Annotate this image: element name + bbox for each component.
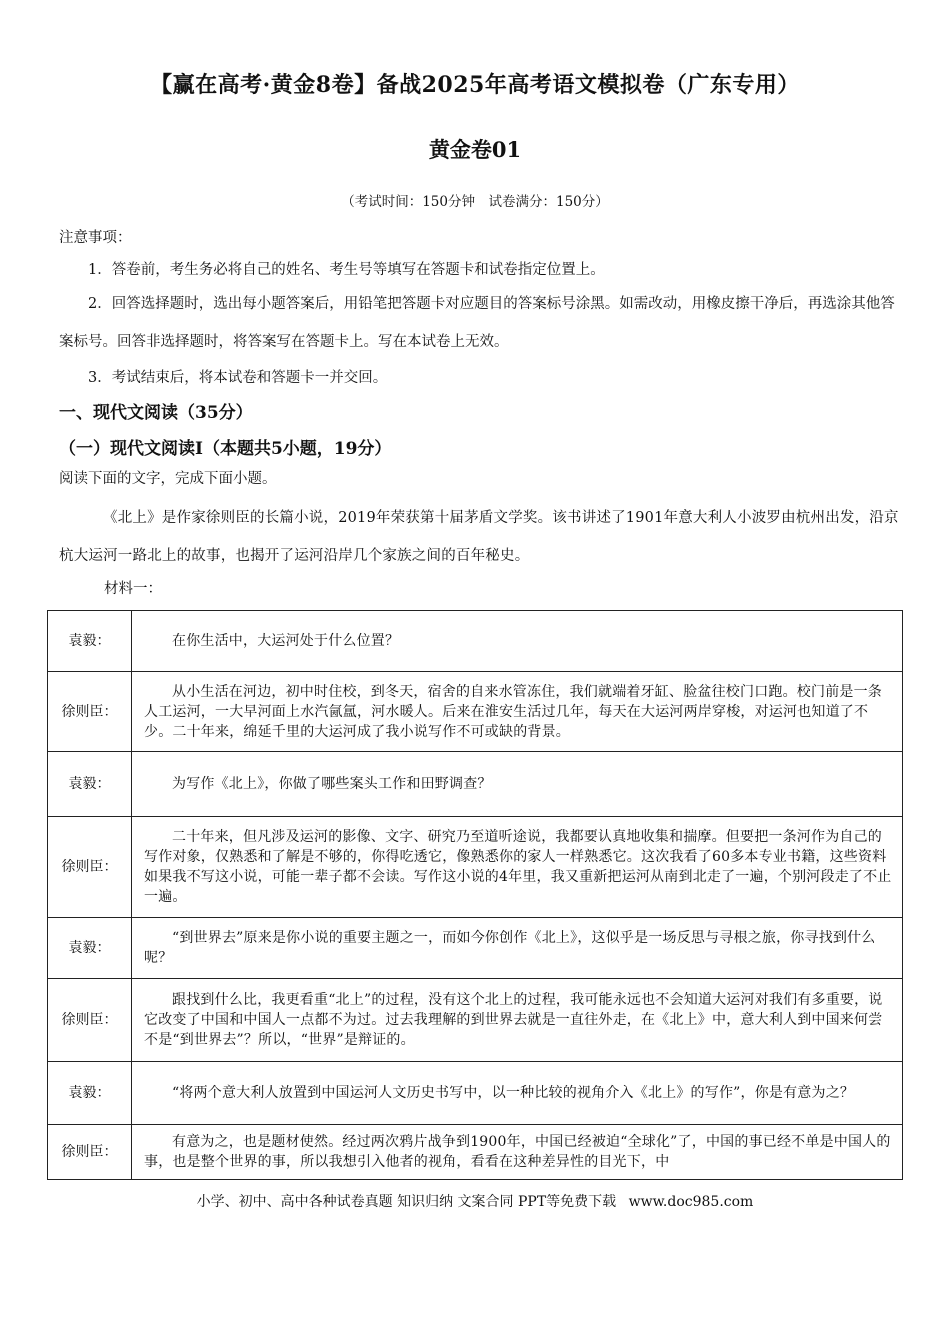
speaker-cell: 袁毅：: [48, 611, 132, 672]
notice-item-1: 1．答卷前，考生务必将自己的姓名、考生号等填写在答题卡和试卷指定位置上。: [88, 262, 605, 278]
reading-instruction: 阅读下面的文字，完成下面小题。: [59, 471, 277, 487]
document-title: 【赢在高考·黄金8卷】备战2025年高考语文模拟卷（广东专用）: [150, 72, 800, 98]
speaker-cell: 袁毅：: [48, 1062, 132, 1125]
dialogue-cell: “将两个意大利人放置到中国运河人文历史书写中，以一种比较的视角介入《北上》的写作”，你是有意为之？: [132, 1062, 903, 1125]
speaker-cell: 袁毅：: [48, 752, 132, 817]
page-footer: [0, 1191, 950, 1211]
dialogue-cell: “到世界去”原来是你小说的重要主题之一，而如今你创作《北上》，这似乎是一场反思与寻根之旅，你寻找到什么呢？: [132, 918, 903, 979]
speaker-cell: 徐则臣：: [48, 817, 132, 918]
speaker-cell: 徐则臣：: [48, 979, 132, 1062]
table-row: [48, 918, 903, 979]
table-row: [48, 611, 903, 672]
section-heading: 一、现代文阅读（35分）: [59, 403, 253, 423]
interview-table: [47, 610, 903, 1180]
footer-text: 小学、初中、高中各种试卷真题 知识归纳 文案合同 PPT等免费下载: [196, 1194, 617, 1210]
dialogue-cell: 从小生活在河边，初中时住校，到冬天，宿舍的自来水管冻住，我们就端着牙缸、脸盆往校门口跑。校门前是一条人工运河，一大早河面上水汽氤氲，河水暖人。后来在淮安生活过几年，每天在大运河两岸穿梭，对运河也知道了不少。二十年来，绵延千里的大运河成了我小说写作不可或缺的背景。: [132, 672, 903, 752]
table-row: [48, 672, 903, 752]
paper-subtitle: 黄金卷01: [428, 137, 522, 162]
table-row: [48, 1125, 903, 1180]
table-row: [48, 817, 903, 918]
speaker-cell: 袁毅：: [48, 918, 132, 979]
dialogue-cell: 二十年来，但凡涉及运河的影像、文字、研究乃至道听途说，我都要认真地收集和揣摩。但要把一条河作为自己的写作对象，仅熟悉和了解是不够的，你得吃透它，像熟悉你的家人一样熟悉它。这次我看了60多本专业书籍，这些资料如果我不写这小说，可能一辈子都不会读。写作这小说的4年里，我又重新把运河从南到北走了一遍，个别河段走了不止一遍。: [132, 817, 903, 918]
footer-link[interactable]: www.doc985.com: [628, 1194, 754, 1210]
speaker-cell: 徐则臣：: [48, 1125, 132, 1180]
dialogue-cell: 在你生活中，大运河处于什么位置？: [132, 611, 903, 672]
dialogue-cell: 为写作《北上》，你做了哪些案头工作和田野调查？: [132, 752, 903, 817]
table-row: [48, 979, 903, 1062]
notice-item-3: 3．考试结束后，将本试卷和答题卡一并交回。: [88, 370, 388, 386]
table-row: [48, 1062, 903, 1125]
exam-info: （考试时间：150分钟 试卷满分：150分）: [341, 194, 609, 210]
notice-item-2: 2．回答选择题时，选出每小题答案后，用铅笔把答题卡对应题目的答案标号涂黑。如需改动，用橡皮擦干净后，再选涂其他答案标号。回答非选择题时，将答案写在答题卡上。写在本试卷上无效。: [59, 296, 895, 350]
dialogue-cell: 跟找到什么比，我更看重“北上”的过程，没有这个北上的过程，我可能永远也不会知道大运河对我们有多重要，说它改变了中国和中国人一点都不为过。过去我理解的到世界去就是一直往外走，在《北上》中，意大利人到中国来何尝不是“到世界去”？所以，“世界”是辩证的。: [132, 979, 903, 1062]
dialogue-cell: 有意为之，也是题材使然。经过两次鸦片战争到1900年，中国已经被迫“全球化”了，中国的事已经不单是中国人的事，也是整个世界的事，所以我想引入他者的视角，看看在这种差异性的目光下，中: [132, 1125, 903, 1180]
table-row: [48, 752, 903, 817]
notice-heading: 注意事项：: [59, 230, 132, 246]
intro-paragraph: 《北上》是作家徐则臣的长篇小说，2019年荣获第十届茅盾文学奖。该书讲述了1901年意大利人小波罗由杭州出发，沿京杭大运河一路北上的故事，也揭开了运河沿岸几个家族之间的百年秘史。: [59, 510, 899, 564]
subsection-heading: （一）现代文阅读Ⅰ（本题共5小题，19分）: [59, 439, 392, 459]
material-label: 材料一：: [104, 581, 162, 597]
speaker-cell: 徐则臣：: [48, 672, 132, 752]
